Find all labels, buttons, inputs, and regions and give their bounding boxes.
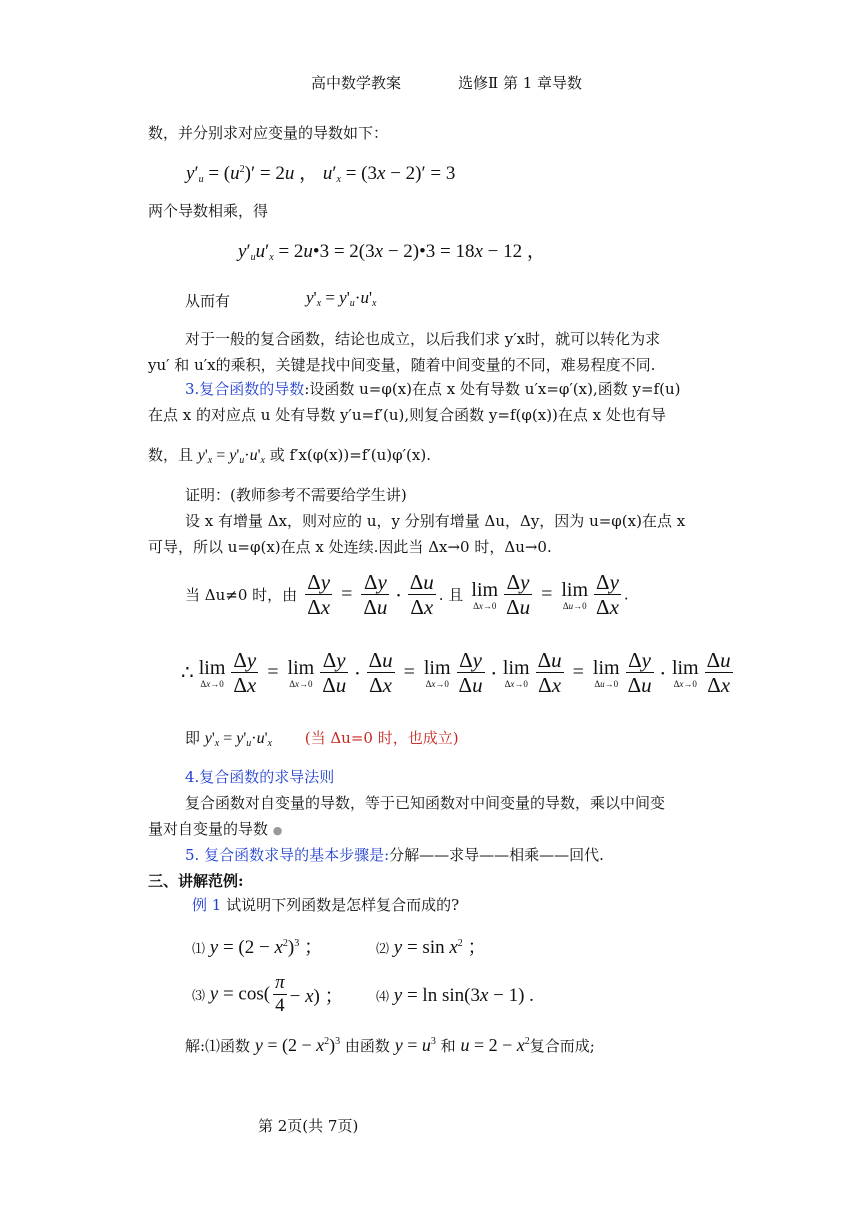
section-heading: 3.复合函数的导数 xyxy=(185,380,305,398)
formula-limit: ∴ lim Δx→0 $\frac{\Delta y}{\Delta x}$ = lim Δx→0 $\frac{\Delta y}{\Delta u}$ · $\frac{\Delta u}{\Delta x}$ = lim Δx→0 $\frac{\Delta y}{\Delta u}$ · lim Δx→0 $\frac{\Delta u}{\Delta x}$ = lim Δu→0 $\frac{\Delta y}{\Delta u}$ · lim Δx→0 $\frac{\Delta u}{\Delta x}$ xyxy=(181,648,731,697)
section-title: 三、讲解范例: xyxy=(148,872,244,890)
text-line: 对于一般的复合函数，结论也成立，以后我们求 y′x时，就可以转化为求 xyxy=(185,330,661,348)
text-line: 设 x 有增量 Δx，则对应的 u，y 分别有增量 Δu，Δy，因为 u=φ(x)在点 x xyxy=(185,512,686,530)
steps-line: 5. 复合函数求导的基本步骤是:分解——求导——相乘——回代. xyxy=(185,846,604,864)
header-title: 高中数学教案 xyxy=(311,74,402,92)
example-label: 例 1 xyxy=(192,896,222,914)
problem-3: ⑶ y = cos( $\frac{\pi}{4}$ − x) ； xyxy=(192,972,344,1016)
example-line: 例 1 试说明下列函数是怎样复合而成的? xyxy=(192,896,460,914)
page-footer: 第 2页(共 7页) xyxy=(258,1117,359,1135)
theorem-line: 3.复合函数的导数:设函数 u=φ(x)在点 x 处有导数 u′x=φ′(x),函数 y=f(u) xyxy=(185,380,681,398)
text-line: yu′ 和 u′x的乘积，关键是找中间变量，随着中间变量的不同，难易程度不同. xyxy=(148,356,656,374)
section-heading: 4.复合函数的求导法则 xyxy=(185,768,335,786)
text-line: 量对自变量的导数 ● xyxy=(148,820,283,838)
text-line: 从而有 xyxy=(185,292,231,310)
proof-title: 证明：(教师参考不需要给学生讲) xyxy=(185,486,407,504)
note: (当 Δu=0 时，也成立) xyxy=(304,729,459,747)
theorem-line: 数，且 $y'_x = y'_u\cdot u'_x$ 或 f′x(φ(x))=f′(u)φ′(x). xyxy=(148,446,431,466)
text-line: 两个导数相乘，得 xyxy=(148,202,269,220)
formula-conclusion: 即 $y'_x = y'_u\cdot u'_x$ (当 Δu=0 时，也成立) xyxy=(185,729,459,749)
formula-derivatives: $y'_u = (u^2)' = 2u$ ， $u'_x = (3x - 2)' = 3$ xyxy=(186,163,456,185)
problem-1: ⑴ $y = (2 - x^2)^3$ ； xyxy=(192,937,323,958)
text-line: 在点 x 的对应点 u 处有导数 y′u=f′(u),则复合函数 y=f(φ(x))在点 x 处也有导 xyxy=(148,406,666,424)
solution-line: 解:⑴函数 $y = (2 - x^2)^3$ 由函数 $y = u^3$ 和 $u = 2 - x^2$复合而成; xyxy=(185,1035,595,1055)
formula-chain: $y'_x = y'_u\cdot u'_x$ xyxy=(306,288,377,309)
formula-ratio: 当 Δu≠0 时，由 $\frac{\Delta y}{\Delta x}$ = $\frac{\Delta y}{\Delta u}$ · $\frac{\Delta u}{\Delta x}$ . 且 lim Δx→0 $\frac{\Delta y}{\Delta u}$ = lim Δu→0 $\frac{\Delta y}{\Delta x}$ . xyxy=(185,570,629,619)
text-line: 数，并分别求对应变量的导数如下： xyxy=(148,124,389,142)
problem-4: ⑷ y = ln sin(3x − 1) . xyxy=(376,985,534,1006)
text-line: 可导，所以 u=φ(x)在点 x 处连续.因此当 Δx→0 时，Δu→0. xyxy=(148,538,552,556)
text-line: 复合函数对自变量的导数，等于已知函数对中间变量的导数，乘以中间变 xyxy=(185,794,666,812)
formula-product: $y'_uu'_x$ = 2u•3 = 2(3x − 2)•3 = 18x − 12 ， xyxy=(238,241,546,263)
header-section: 选修Ⅱ 第 1 章导数 xyxy=(458,74,583,92)
section-heading: 5. 复合函数求导的基本步骤是: xyxy=(185,846,390,864)
problem-2: ⑵ $y = \sin x^2$ ； xyxy=(376,937,487,958)
